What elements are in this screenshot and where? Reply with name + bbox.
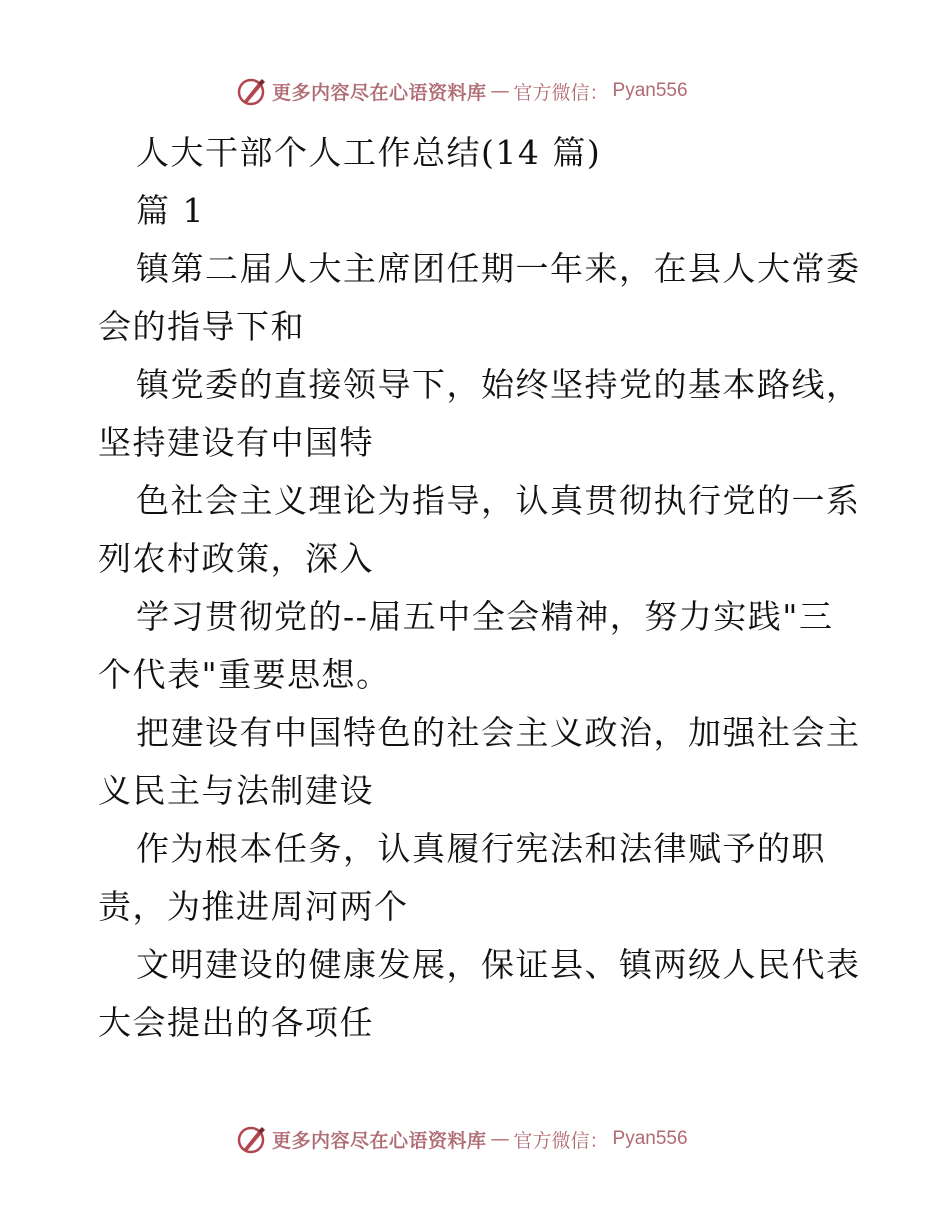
header-watermark: [236, 74, 688, 108]
quill-pen-logo-icon: [236, 1123, 268, 1155]
quill-pen-logo-icon: [236, 75, 268, 107]
paragraph-line: 个代表"重要思想。: [98, 655, 391, 694]
watermark-separator: —: [490, 1128, 510, 1150]
watermark-label: 官方微信：: [513, 81, 609, 104]
paragraph-line: 大会提出的各项任: [98, 1003, 374, 1042]
paragraph-line: 色社会主义理论为指导，认真贯彻执行党的一系: [136, 481, 861, 520]
paragraph-line: 把建设有中国特色的社会主义政治，加强社会主: [136, 713, 861, 752]
paragraph-line: 坚持建设有中国特: [98, 423, 374, 462]
paragraph-line: 学习贯彻党的--届五中全会精神，努力实践"三: [136, 597, 834, 636]
watermark-label: 官方微信：: [513, 1129, 609, 1152]
document-title: 人大干部个人工作总结(14 篇): [136, 133, 602, 172]
watermark-brand: 更多内容尽在心语资料库: [272, 1129, 487, 1152]
watermark-wechat-id: Pyan556: [612, 1128, 688, 1149]
paragraph-line: 责，为推进周河两个: [98, 887, 409, 926]
footer-watermark: [236, 1122, 688, 1156]
paragraph-line: 会的指导下和: [98, 307, 305, 346]
watermark-brand: 更多内容尽在心语资料库: [272, 81, 487, 104]
paragraph-line: 镇第二届人大主席团任期一年来，在县人大常委: [136, 249, 861, 288]
document-body: [98, 124, 861, 1052]
watermark-wechat-id: Pyan556: [612, 80, 688, 101]
paragraph-line: 义民主与法制建设: [98, 771, 374, 810]
paragraph-line: 镇党委的直接领导下，始终坚持党的基本路线，: [136, 365, 861, 404]
paragraph-line: 文明建设的健康发展，保证县、镇两级人民代表: [136, 945, 861, 984]
paragraph-line: 作为根本任务，认真履行宪法和法律赋予的职: [136, 829, 826, 868]
paragraph-line: 列农村政策，深入: [98, 539, 374, 578]
watermark-separator: —: [490, 80, 510, 102]
section-heading: 篇 1: [136, 191, 205, 230]
